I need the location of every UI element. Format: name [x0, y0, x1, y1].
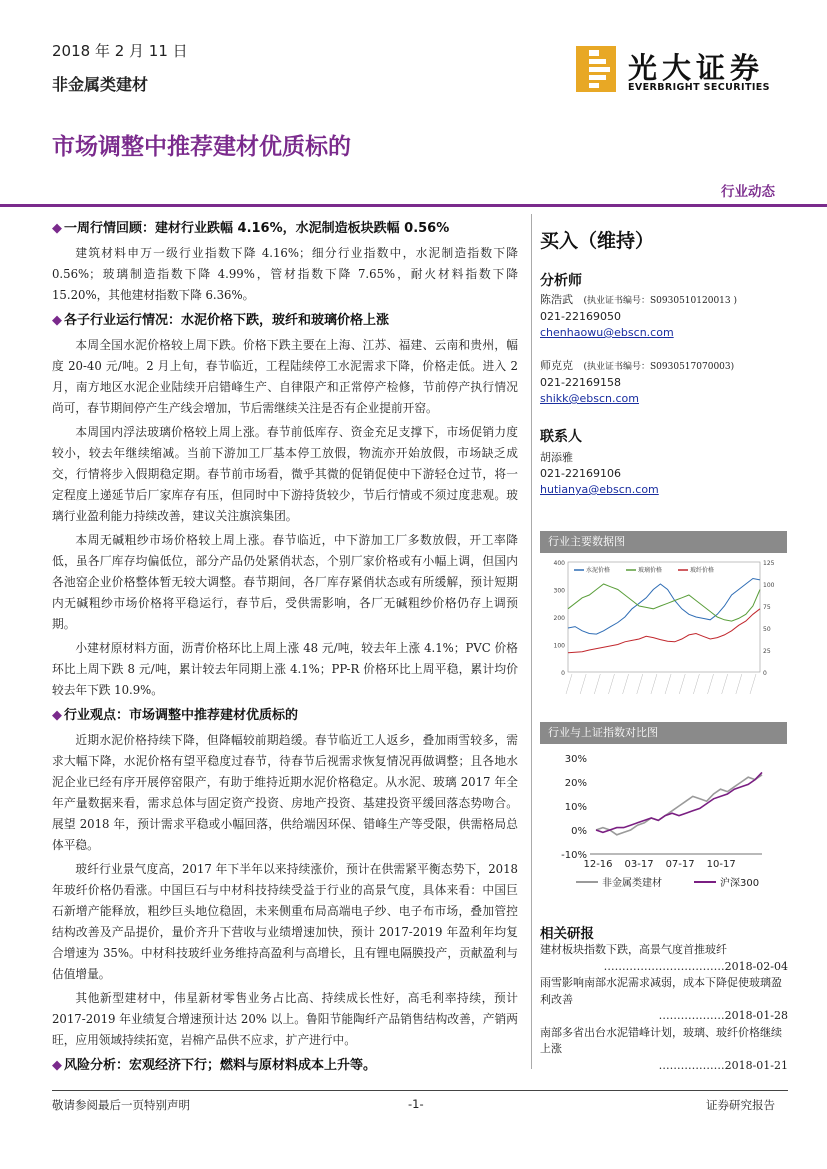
analyst-cert: (执业证书编号：S0930517070003) — [583, 362, 735, 372]
section-risk — [52, 1056, 518, 1075]
everbright-logo-icon — [576, 46, 616, 92]
y-tick-label: 20% — [564, 778, 587, 789]
analyst-card — [540, 292, 790, 341]
legend-entry: 玻璃价格 — [638, 567, 663, 574]
analyst-cert: (执业证书编号：S0930510120013 ) — [583, 296, 737, 306]
section-heading: ◆ 各子行业运行情况：水泥价格下跌，玻纤和玻璃价格上涨 — [52, 313, 390, 328]
x-tick-mark — [608, 674, 614, 694]
paragraph: 本周全国水泥价格较上周下跌。价格下跌主要在上海、江苏、福建、云南和贵州，幅度 20-40 元/吨。2 月上旬，春节临近，工程陆续停工水泥需求下降，价格走低。进入 2 月，南方地区水泥企业陆续开启错峰生产、自律限产和正常停产检修，节前停产执行情况尚可，春节期间停产生产线会增加，节后需继续关注是否有企业提前开窑。 — [52, 338, 518, 415]
related-report-date: 2018-02-04 — [724, 959, 788, 973]
x-tick-label: 12-16 — [583, 859, 613, 870]
section-industry-view — [52, 706, 518, 1051]
y-tick-label-right: 50 — [763, 626, 771, 633]
y-tick-label: 30% — [564, 754, 587, 765]
x-tick-label: 10-17 — [706, 859, 736, 870]
x-tick-mark — [736, 674, 742, 694]
chart1-title: 行业主要数据图 — [540, 531, 787, 553]
main-content — [52, 214, 518, 1080]
industry-data-chart — [540, 556, 788, 698]
analyst-name: 师克克 — [540, 359, 573, 372]
legend-entry: 水泥价格 — [586, 567, 611, 574]
y-tick-label-right: 25 — [763, 648, 771, 655]
y-tick-label-left: 100 — [553, 642, 565, 650]
plot-area — [568, 562, 760, 672]
index-comparison-chart — [540, 748, 788, 896]
related-report-date: 2018-01-28 — [724, 1009, 788, 1022]
y-tick-label: 10% — [564, 802, 587, 813]
y-tick-label: -10% — [561, 850, 587, 861]
x-tick-mark — [651, 674, 657, 694]
contact-email-link[interactable]: hutianya@ebscn.com — [540, 483, 659, 496]
section-subindustry — [52, 311, 518, 701]
related-report-title: 雨雪影响南部水泥需求减弱，成本下降促使玻璃盈利改善 — [540, 976, 782, 1006]
analyst-phone: 021-22169158 — [540, 376, 621, 389]
related-report-date: 2018-01-21 — [724, 1058, 788, 1072]
paragraph: 建筑材料申万一级行业指数下降 4.16%；细分行业指数中，水泥制造指数下降 0.56%；玻璃制造指数下降 4.99%，管材指数下降 7.65%，耐火材料指数下降 15.20%，其他建材指数下降 6.36%。 — [52, 246, 518, 302]
x-tick-mark — [693, 674, 699, 694]
x-tick-mark — [580, 674, 586, 694]
diamond-bullet-icon: ◆ — [52, 313, 62, 328]
related-reports-list — [540, 942, 788, 1074]
legend-entry: 沪深300 — [720, 878, 760, 889]
contact-heading: 联系人 — [540, 429, 582, 445]
diamond-bullet-icon: ◆ — [52, 1058, 62, 1073]
page-title: 市场调整中推荐建材优质标的 — [52, 134, 351, 160]
x-tick-label: 03-17 — [624, 859, 654, 870]
y-tick-label-right: 75 — [763, 604, 771, 611]
x-tick-mark — [708, 674, 714, 694]
section-market-review — [52, 219, 518, 306]
analyst-phone: 021-22169050 — [540, 310, 621, 323]
analyst-email-link[interactable]: shikk@ebscn.com — [540, 392, 639, 405]
analyst-card — [540, 358, 790, 407]
diamond-bullet-icon: ◆ — [52, 708, 62, 723]
related-report-title: 南部多省出台水泥错峰计划，玻璃、玻纤价格继续上涨 — [540, 1025, 782, 1055]
related-reports-heading: 相关研报 — [540, 926, 594, 942]
paragraph: 本周无碱粗纱市场价格较上周上涨。春节临近，中下游加工厂多数放假，开工率降低，虽各厂库存均偏低位，部分产品仍处紧俏状态，个别厂家价格或有小幅上调，但国内各池窑企业价格整体暂无较大调整。春节期间，各厂库存紧俏状态或有所缓解，预计短期内无碱粗纱市场价格将平稳运行，春节后，受供需影响，各厂无碱粗纱价格仍存上调预期。 — [52, 533, 518, 631]
rating-label: 买入（维持） — [540, 230, 655, 252]
section-heading: ◆ 风险分析：宏观经济下行；燃料与原材料成本上升等。 — [52, 1058, 377, 1073]
x-tick-mark — [566, 674, 572, 694]
footer-divider — [52, 1090, 788, 1091]
x-tick-mark — [623, 674, 629, 694]
related-report-item[interactable]: 南部多省出台水泥错峰计划，玻璃、玻纤价格继续上涨 ………………2018-01-21 — [540, 1025, 788, 1072]
legend-entry: 非金属类建材 — [602, 878, 662, 889]
related-report-title: 建材板块指数下跌，高景气度首推玻纤 — [540, 943, 727, 956]
analysts-heading: 分析师 — [540, 273, 582, 289]
logo-english-text: EVERBRIGHT SECURITIES — [628, 82, 770, 93]
x-tick-mark — [750, 674, 756, 694]
x-tick-mark — [722, 674, 728, 694]
y-tick-label-right: 125 — [763, 560, 775, 567]
x-tick-mark — [665, 674, 671, 694]
page-number: -1- — [408, 1097, 424, 1111]
footer-disclaimer: 敬请参阅最后一页特别声明 — [52, 1098, 190, 1112]
paragraph: 小建材原材料方面，沥青价格环比上周上涨 48 元/吨，较去年上涨 4.1%；PVC 价格环比上周下跌 8 元/吨，累计较去年同期上涨 4.1%；PP-R 价格环比上周平稳，累计均价较去年下跌 10.9%。 — [52, 641, 518, 697]
legend-entry: 玻纤价格 — [690, 567, 715, 574]
logo-chinese-text: 光大证券 — [628, 51, 765, 85]
analyst-email-link[interactable]: chenhaowu@ebscn.com — [540, 326, 674, 339]
analyst-name: 陈浩武 — [540, 293, 573, 306]
series-line — [596, 775, 762, 835]
contact-phone: 021-22169106 — [540, 467, 621, 480]
y-tick-label-right: 0 — [763, 670, 767, 677]
section-heading: ◆ 一周行情回顾：建材行业跌幅 4.16%，水泥制造板块跌幅 0.56% — [52, 221, 450, 236]
y-tick-label-right: 100 — [763, 582, 775, 589]
report-date: 2018 年 2 月 11 日 — [52, 42, 188, 60]
related-report-item[interactable]: 建材板块指数下跌，高景气度首推玻纤 ……………………………2018-02-04 — [540, 943, 788, 973]
paragraph: 玻纤行业景气度高，2017 年下半年以来持续涨价，预计在供需紧平衡态势下，2018 年玻纤价格仍看涨。中国巨石与中材科技持续受益于行业的高景气度，具体来看：中国巨石新增产能释放，粗纱巨头地位稳固，未来侧重布局高端电子纱、电子布市场，叠加管控结构改善及产品提价，量价齐升下营收与业绩增速加快，预计 2017-2019 年盈利年均复合增速为 35%。中材科技玻纤业务维持高盈利与高增长，且有锂电隔膜投产，贡献盈利与估值增量。 — [52, 862, 518, 981]
y-tick-label: 0% — [571, 826, 587, 837]
x-tick-label: 07-17 — [665, 859, 695, 870]
y-tick-label-left: 400 — [553, 560, 565, 567]
x-tick-mark — [594, 674, 600, 694]
x-tick-mark — [679, 674, 685, 694]
y-tick-label-left: 200 — [553, 615, 565, 622]
contact-name: 胡添雅 — [540, 451, 573, 464]
paragraph: 近期水泥价格持续下降，但降幅较前期趋缓。春节临近工人返乡，叠加雨雪较多，需求大幅下降，水泥价格有望平稳度过春节，待春节后视需求恢复情况再做调整；且各地水泥企业已经有序开展停窑限产，有助于维持近期水泥价格稳定。从水泥、玻璃 2017 年全年产量数据来看，需求总体与固定资产投资、房地产投资、基建投资平缓回落态势吻合。展望 2018 年，预计需求平稳或小幅回落，供给端因环保、错峰生产等受限，供需格局总体平稳。 — [52, 733, 518, 852]
y-tick-label-left: 300 — [553, 587, 565, 595]
report-type-label: 行业动态 — [721, 184, 775, 200]
company-logo — [576, 46, 786, 96]
series-line — [596, 772, 762, 832]
section-heading: ◆ 行业观点：市场调整中推荐建材优质标的 — [52, 708, 299, 723]
y-tick-label-left: 0 — [561, 670, 565, 677]
report-category: 非金属类建材 — [52, 75, 149, 94]
related-report-item[interactable]: 雨雪影响南部水泥需求减弱，成本下降促使玻璃盈利改善 ………………2018-01-28 — [540, 976, 788, 1022]
x-tick-mark — [637, 674, 643, 694]
chart2-title: 行业与上证指数对比图 — [540, 722, 787, 744]
paragraph: 本周国内浮法玻璃价格较上周上涨。春节前低库存、资金充足支撑下，市场促销力度较小，较去年继续缩减。当前下游加工厂基本停工放假，物流亦开始放假，市场缺乏成交，行情将步入假期稳定期。春节前市场看，微乎其微的促销促使中下游轻仓过节，将一定程度上递延节后厂家库存有压，但同时中下游持货较少，节后行情或不须过度悲观。玻璃行业盈利能力持续改善，建议关注旗滨集团。 — [52, 425, 518, 523]
column-divider — [531, 214, 532, 1069]
diamond-bullet-icon: ◆ — [52, 221, 62, 236]
footer-report-label: 证券研究报告 — [706, 1098, 775, 1112]
contact-card — [540, 450, 790, 498]
paragraph: 其他新型建材中，伟星新材零售业务占比高、持续成长性好，高毛利率持续，预计 2017-2019 年业绩复合增速预计达 20% 以上。鲁阳节能陶纤产品销售结构改善，产销两旺，应用领域持续拓宽，岩棉产品供不应求，扩产进行中。 — [52, 991, 518, 1047]
header-divider — [0, 204, 827, 207]
